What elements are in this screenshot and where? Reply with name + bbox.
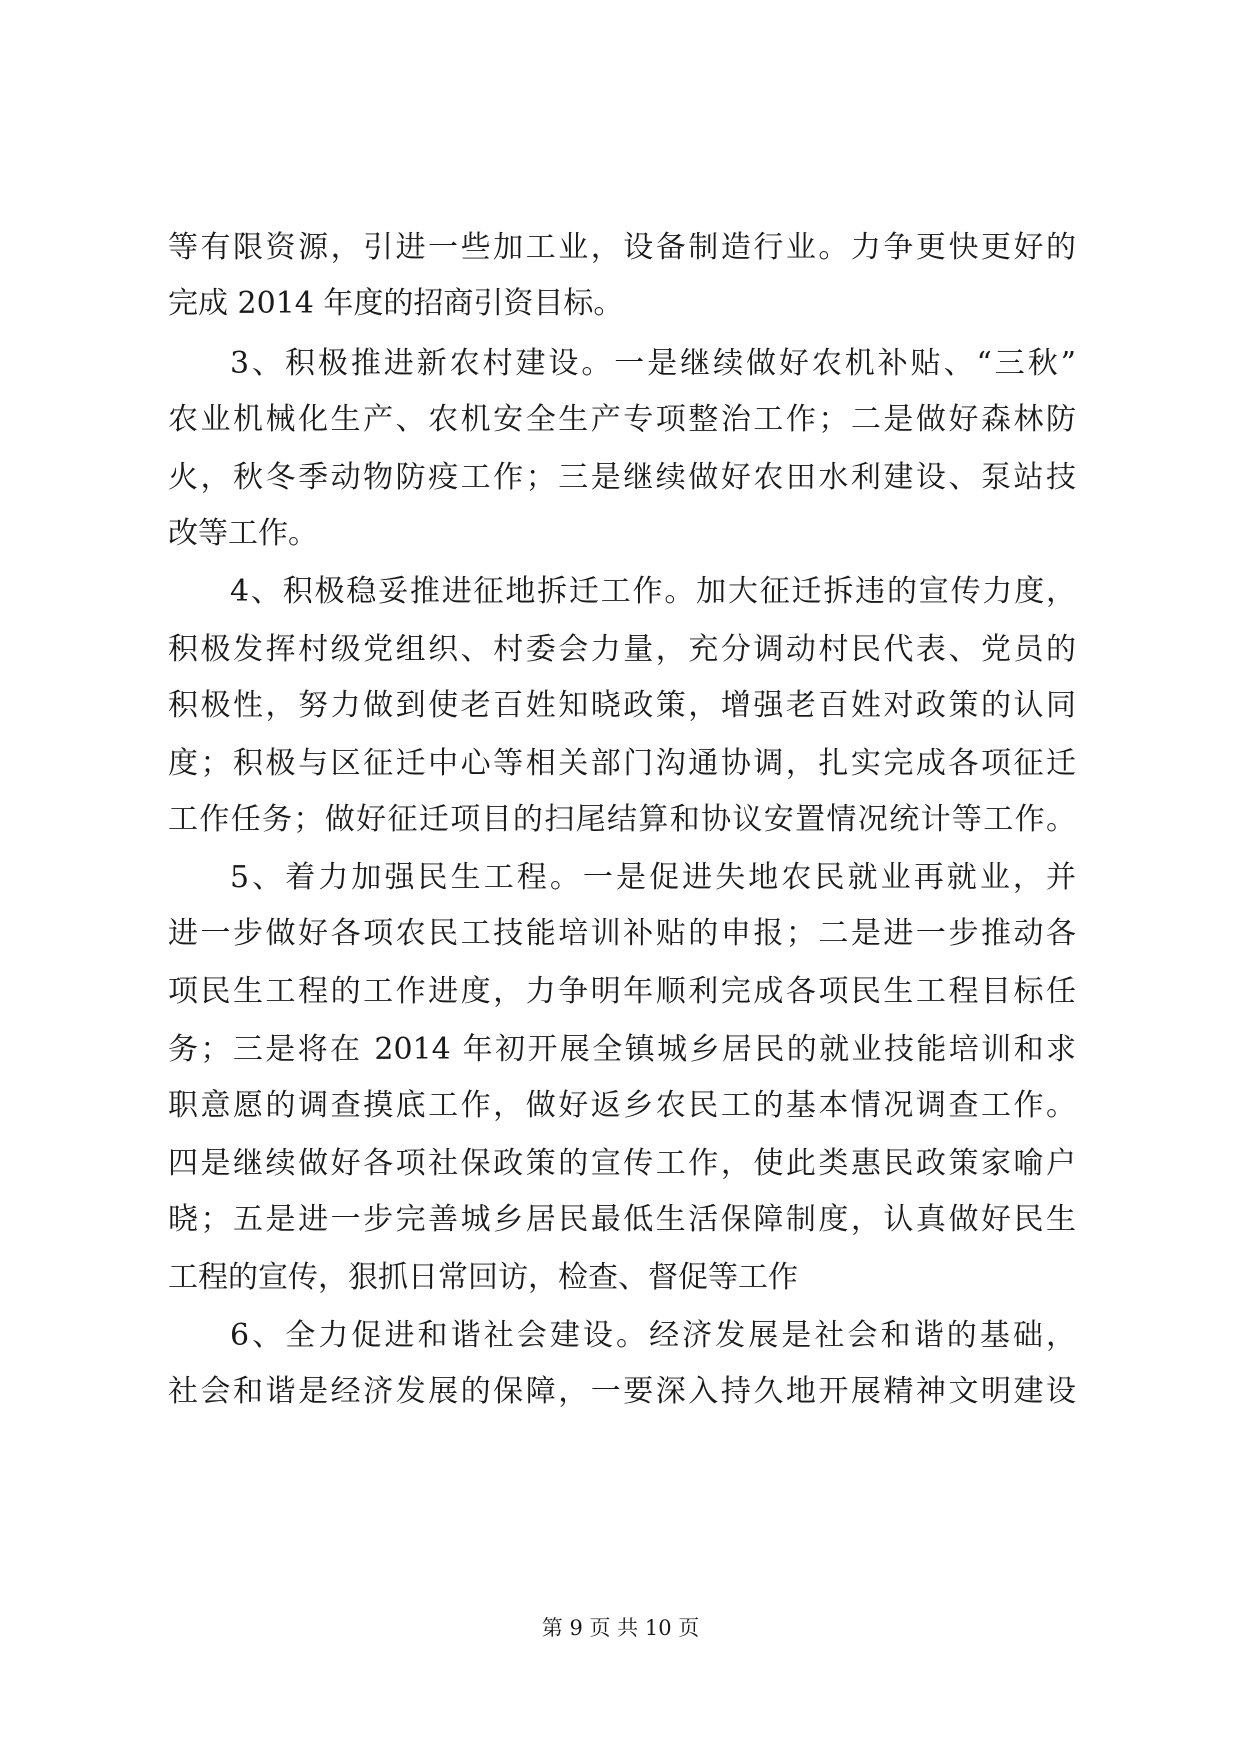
text-line: 积极性，努力做到使老百姓知晓政策，增强老百姓对政策的认同: [168, 688, 1076, 723]
text-line: 项民生工程的工作进度，力争明年顺利完成各项民生工程目标任: [168, 974, 1076, 1009]
text-line: 工作任务；做好征迁项目的扫尾结算和协议安置情况统计等工作。: [168, 802, 1076, 837]
paragraph-5-heading-line: 5、着力加强民生工程。一是促进失地农民就业再就业，并: [230, 860, 1076, 895]
text-line: 积极发挥村级党组织、村委会力量，充分调动村民代表、党员的: [168, 632, 1076, 667]
paragraph-3-heading-line: 3、积极推进新农村建设。一是继续做好农机补贴、“三秋”: [230, 346, 1076, 381]
text-line: 社会和谐是经济发展的保障，一要深入持久地开展精神文明建设: [168, 1374, 1076, 1409]
page-number-footer: 第 9 页 共 10 页: [541, 1616, 700, 1640]
text-line: 四是继续做好各项社保政策的宣传工作，使此类惠民政策家喻户: [168, 1146, 1076, 1181]
text-line: 等有限资源，引进一些加工业，设备制造行业。力争更快更好的: [168, 230, 1076, 265]
text-line: 工程的宣传，狠抓日常回访，检查、督促等工作: [168, 1260, 798, 1295]
text-line: 度；积极与区征迁中心等相关部门沟通协调，扎实完成各项征迁: [168, 746, 1076, 781]
text-line: 改等工作。: [168, 516, 318, 551]
paragraph-6-heading-line: 6、全力促进和谐社会建设。经济发展是社会和谐的基础，: [230, 1318, 1076, 1353]
text-line: 火，秋冬季动物防疫工作；三是继续做好农田水利建设、泵站技: [168, 460, 1076, 495]
text-line: 完成 2014 年度的招商引资目标。: [168, 286, 624, 321]
text-line: 进一步做好各项农民工技能培训补贴的申报；二是进一步推动各: [168, 916, 1076, 951]
paragraph-4-heading-line: 4、积极稳妥推进征地拆迁工作。加大征迁拆违的宣传力度，: [230, 574, 1076, 609]
text-line: 务；三是将在 2014 年初开展全镇城乡居民的就业技能培训和求: [168, 1032, 1076, 1067]
text-line: 晓；五是进一步完善城乡居民最低生活保障制度，认真做好民生: [168, 1202, 1076, 1237]
text-line: 农业机械化生产、农机安全生产专项整治工作；二是做好森林防: [168, 402, 1076, 437]
text-line: 职意愿的调查摸底工作，做好返乡农民工的基本情况调查工作。: [168, 1088, 1076, 1123]
